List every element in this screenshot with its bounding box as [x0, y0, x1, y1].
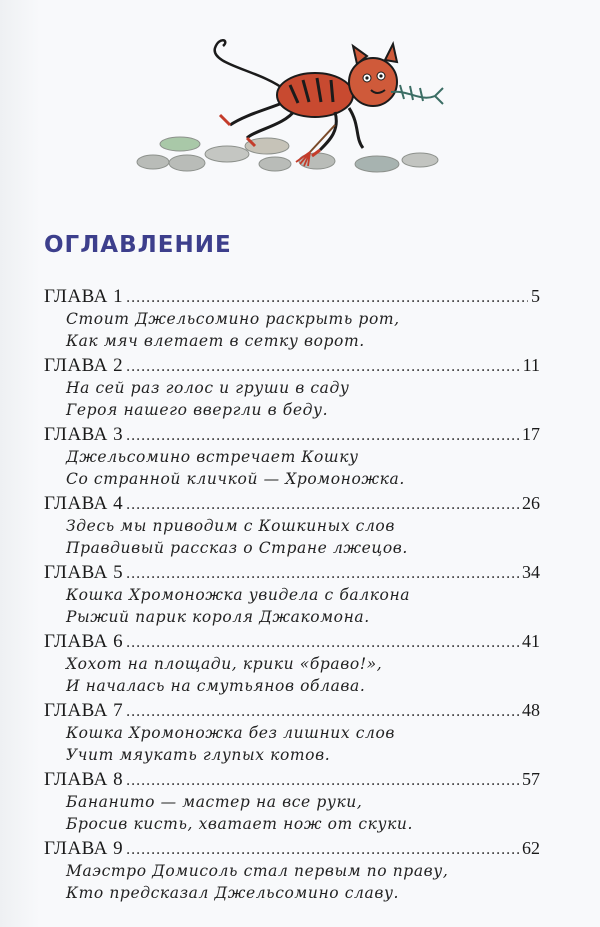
table-of-contents: [44, 284, 540, 904]
chapter-page-number: 26: [522, 493, 540, 513]
dot-leader: [126, 493, 519, 517]
dot-leader: [126, 700, 519, 724]
chapter-heading-line: [44, 422, 540, 446]
chapter-page-number: 62: [522, 838, 540, 858]
chapter-page-number: 11: [522, 355, 540, 375]
chapter-page-number: 5: [531, 286, 540, 306]
chapter-verse-line: Джельсомино встречает Кошку: [66, 448, 359, 466]
chapter-page-number: 17: [522, 424, 540, 444]
toc-title: ОГЛАВЛЕНИЕ: [44, 232, 232, 258]
chapter-verse-line: И началась на смутьянов облава.: [66, 677, 366, 695]
chapter-heading-line: [44, 629, 540, 653]
chapter-verse-line: Как мяч влетает в сетку ворот.: [66, 332, 365, 350]
chapter-label: ГЛАВА 9: [44, 838, 124, 859]
chapter-page-number: 34: [522, 562, 540, 582]
dot-leader: [126, 769, 519, 793]
chapter-verse-line: Здесь мы приводим с Кошкиных слов: [66, 517, 395, 535]
chapter-entry[interactable]: [44, 698, 540, 766]
chapter-label: ГЛАВА 3: [44, 424, 124, 445]
chapter-verse-line: На сей раз голос и груши в саду: [66, 379, 350, 397]
chapter-heading-line: [44, 698, 540, 722]
chapter-page-number: 41: [522, 631, 540, 651]
dot-leader: [126, 631, 519, 655]
chapter-verse-line: Правдивый рассказ о Стране лжецов.: [66, 539, 408, 557]
cat-illustration: [135, 30, 445, 190]
chapter-page-number: 57: [522, 769, 540, 789]
chapter-label: ГЛАВА 4: [44, 493, 124, 514]
chapter-label: ГЛАВА 5: [44, 562, 124, 583]
chapter-label: ГЛАВА 2: [44, 355, 124, 376]
chapter-verse-line: Маэстро Домисоль стал первым по праву,: [66, 862, 449, 880]
chapter-entry[interactable]: [44, 284, 540, 352]
chapter-entry[interactable]: [44, 422, 540, 490]
chapter-heading-line: [44, 767, 540, 791]
chapter-heading-line: [44, 836, 540, 860]
chapter-verse-line: Учит мяукать глупых котов.: [66, 746, 331, 764]
dot-leader: [126, 562, 519, 586]
chapter-entry[interactable]: [44, 353, 540, 421]
chapter-verse-line: Рыжий парик короля Джакомона.: [66, 608, 370, 626]
chapter-entry[interactable]: [44, 560, 540, 628]
chapter-label: ГЛАВА 1: [44, 286, 124, 307]
chapter-verse-line: Бананито — мастер на все руки,: [66, 793, 363, 811]
chapter-heading-line: [44, 284, 540, 308]
chapter-verse-line: Хохот на площади, крики «браво!»,: [66, 655, 383, 673]
chapter-entry[interactable]: [44, 767, 540, 835]
chapter-label: ГЛАВА 6: [44, 631, 124, 652]
chapter-heading-line: [44, 353, 540, 377]
chapter-heading-line: [44, 491, 540, 515]
dot-leader: [126, 286, 528, 310]
chapter-verse-line: Стоит Джельсомино раскрыть рот,: [66, 310, 400, 328]
chapter-verse-line: Кошка Хромоножка без лишних слов: [66, 724, 396, 742]
chapter-verse-line: Со странной кличкой — Хромоножка.: [66, 470, 405, 488]
fish: [391, 85, 443, 104]
chapter-heading-line: [44, 560, 540, 584]
chapter-verse-line: Героя нашего ввергли в беду.: [66, 401, 329, 419]
chapter-entry[interactable]: [44, 629, 540, 697]
dot-leader: [126, 838, 519, 862]
chapter-entry[interactable]: [44, 836, 540, 904]
dot-leader: [126, 355, 520, 379]
dot-leader: [126, 424, 519, 448]
chapter-label: ГЛАВА 7: [44, 700, 124, 721]
chapter-verse-line: Кошка Хромоножка увидела с балкона: [66, 586, 411, 604]
chapter-verse-line: Кто предсказал Джельсомино славу.: [66, 884, 400, 902]
cobblestones: [137, 137, 438, 172]
chapter-entry[interactable]: [44, 491, 540, 559]
chapter-verse-line: Бросив кисть, хватает нож от скуки.: [66, 815, 414, 833]
chapter-label: ГЛАВА 8: [44, 769, 124, 790]
chapter-page-number: 48: [522, 700, 540, 720]
